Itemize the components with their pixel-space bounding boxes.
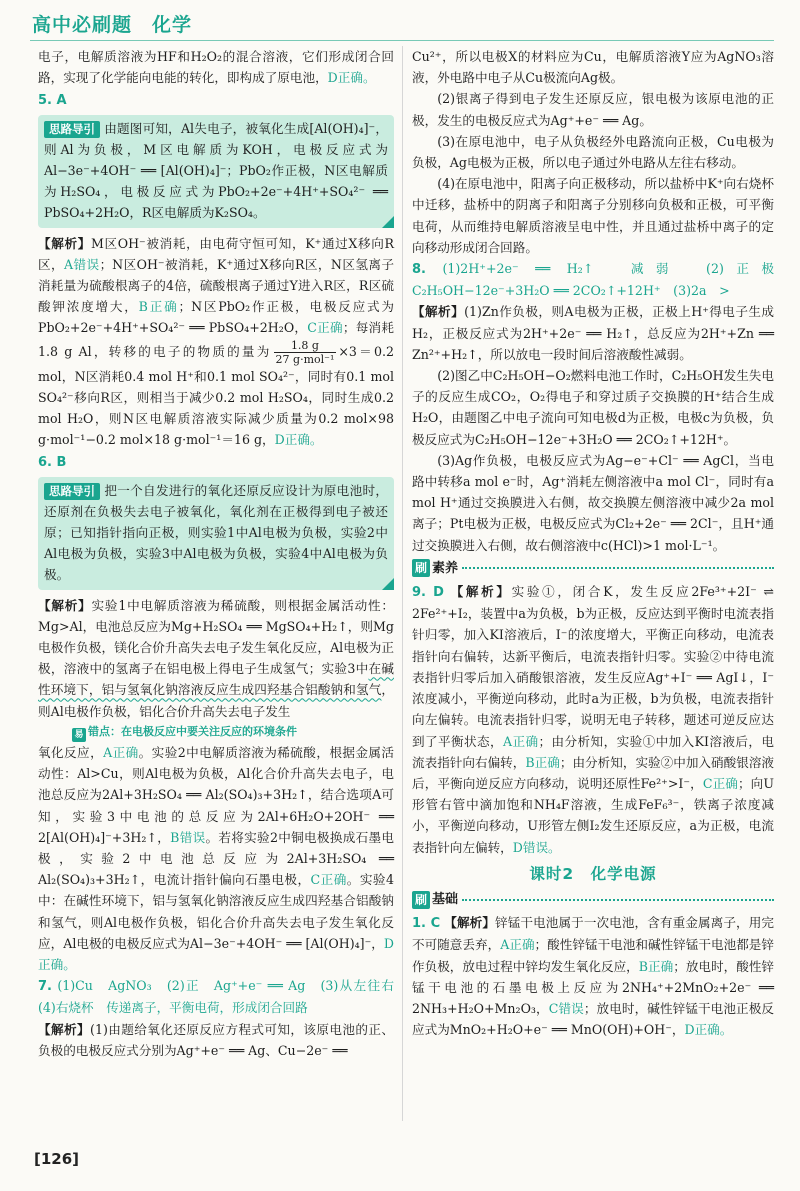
- error-badge-icon: 易: [72, 728, 86, 742]
- paragraph: (2)银离子得到电子发生还原反应，银电极为该原电池的正极，发生的电极反应式为Ag⁺+e⁻ ══ Ag。: [412, 91, 774, 128]
- page-header: [0, 0, 800, 46]
- brush-icon: 刷: [412, 559, 430, 577]
- right-column: [412, 46, 787, 1040]
- paragraph: (3)Ag作负极，电极反应式为Ag−e⁻+Cl⁻ ══ AgCl，当电路中转移a mol e⁻时，Ag⁺消耗左侧溶液中a mol Cl⁻，同时有a mol H⁺通过交换膜进入右侧，故交换膜左侧溶液中减少2a mol离子；Pt电极为正极，电极反应式为Cl₂+2e⁻ ══ 2Cl⁻，且H⁺通过交换膜进入右侧，故右侧溶液中c(HCl)>1 mol·L⁻¹。: [412, 452, 774, 553]
- section-header: [412, 889, 774, 910]
- corner-decoration: [382, 578, 394, 590]
- page-number: [126]: [34, 1150, 80, 1168]
- column-divider: [402, 46, 403, 1121]
- left-column: [38, 46, 407, 1061]
- dotted-divider: [462, 899, 774, 901]
- hint-text: 把一个自发进行的氧化还原反应设计为原电池时，还原剂在负极失去电子被氧化，氧化剂在正极得到电子被还原；已知指针指向正极，则实验1中Al电极为负极，实验2中Al电极为负极，实验3中Al电极为负极，实验4中Al电极为负极。: [44, 482, 388, 583]
- analysis-paragraph: 【解析】(1)由题给氧化还原反应方程式可知，该原电池的正、负极的电极反应式分别为Ag⁺+e⁻ ══ Ag、Cu−2e⁻ ══: [38, 1021, 395, 1058]
- paragraph: Cu²⁺，所以电极X的材料应为Cu，电解质溶液Y应为AgNO₃溶液，外电路中电子从Cu极流向Ag极。: [412, 49, 774, 86]
- error-note: 易 错点：在电极反应中要关注反应的环境条件: [38, 722, 394, 742]
- fraction: $\frac{1.8 g}{\text{27 g·mol⁻¹}}$: [275, 338, 335, 366]
- header-divider: [30, 40, 774, 41]
- analysis-paragraph: 1. C 【解析】锌锰干电池属于一次电池，含有重金属离子，用完不可随意丢弃，A正确；酸性锌锰干电池和碱性锌锰干电池都是锌作负极，放电过程中锌均发生氧化反应，B正确；放电时，酸性锌锰干电池的石墨电极上反应为2NH₄⁺+2MnO₂+2e⁻ ══ 2NH₃+H₂O+Mn₂O₃，C错误；放电时，碱性锌锰干电池正极反应式为MnO₂+H₂O+e⁻ ══ MnO(OH)+OH⁻，D正确。: [412, 915, 775, 1038]
- hint-label: 思路导引: [44, 121, 100, 138]
- question-answer: 8. (1)2H⁺+2e⁻ ══ H₂↑ 减弱 (2)正极 C₂H₅OH−12e⁻+3H₂O ══ 2CO₂↑+12H⁺ (3)2a >: [412, 261, 787, 299]
- analysis-paragraph: 氧化反应，A正确。实验2中电解质溶液为稀硫酸，根据金属活动性：Al>Cu，则Al电极为负极，Al化合价升高失去电子，电池总反应为2Al+3H₂SO₄ ══ Al₂(SO₄)₃+3H₂↑，结合选项A可知，实验3中电池的总反应为2Al+6H₂O+2OH⁻ ══ 2[Al(OH)₄]⁻+3H₂↑，B错误。若将实验2中铜电极换成石墨电极，实验2中电池总反应为2Al+3H₂SO₄ ══ Al₂(SO₄)₃+3H₂↑，电流计指针偏向石墨电极，C正确。实验4中：在碱性环境下，铝与氢氧化钠溶液反应生成四羟基合铝酸钠和氢气，则Al电极作负极，铝化合价升高失去电子发生氧化反应，Al电极的电极反应式为Al−3e⁻+4OH⁻ ══ [Al(OH)₄]⁻，D正确。: [38, 744, 394, 972]
- section-title: 素养: [432, 560, 459, 576]
- section-header: [412, 558, 774, 579]
- hint-label: 思路导引: [44, 483, 100, 500]
- paragraph: 电子，电解质溶液为HF和H₂O₂的混合溶液，它们形成闭合回路，实现了化学能向电能的转化，即构成了原电池，D正确。: [38, 49, 394, 86]
- question-number: 6. B: [38, 455, 67, 471]
- section-title: 基础: [432, 891, 459, 907]
- paragraph: (4)在原电池中，阳离子向正极移动，所以盐桥中K⁺向右烧杯中迁移，盐桥中的阴离子和阳离子分别移向负极和正极，可平衡电荷，从而维持电解质溶液呈电中性，并且通过盐桥中离子的定向移动形成闭合回路。: [412, 176, 774, 255]
- lesson-title: 课时2 化学电源: [529, 864, 657, 883]
- hint-box: [38, 115, 394, 228]
- analysis-paragraph: 【解析】实验1中电解质溶液为稀硫酸，则根据金属活动性：Mg>Al，电池总反应为Mg+H₂SO₄ ══ MgSO₄+H₂↑，则Mg电极作负极，镁化合价升高失去电子发生氧化反应，Al电极为正极，溶液中的氢离子在铝电极上得电子生成氢气；实验3中在碱性环境下，铝与氢氧化钠溶液反应生成四羟基合铝酸钠和氢气，则Al电极作负极，铝化合价升高失去电子发生: [38, 597, 395, 719]
- hint-box: [38, 477, 394, 590]
- wavy-underline-text: 在碱性环境下，铝与氢氧化钠溶液反应生成四羟基合铝酸钠和氢气: [38, 661, 394, 698]
- book-title: 高中必刷题 化学: [32, 14, 193, 36]
- analysis-paragraph: 【解析】(1)Zn作负极，则A电极为正极，正极上H⁺得电子生成H₂，正极反应式为2H⁺+2e⁻ ══ H₂↑，总反应为2H⁺+Zn ══ Zn²⁺+H₂↑，所以放电一段时间后溶液酸性减弱。: [412, 304, 774, 362]
- question-answer: 7. (1)Cu AgNO₃ (2)正 Ag⁺+e⁻ ══ Ag (3)从左往右 (4)右烧杯 传递离子，平衡电荷，形成闭合回路: [38, 978, 407, 1016]
- paragraph: (2)图乙中C₂H₅OH−O₂燃料电池工作时，C₂H₅OH发生失电子的反应生成CO₂，O₂得电子和穿过质子交换膜的H⁺结合生成H₂O，由题图乙中电子流向可知电极d为正极，电极c为负极，负极反应式为C₂H₅OH−12e⁻+3H₂O ══ 2CO₂↑+12H⁺。: [412, 368, 774, 447]
- question-number: 5. A: [38, 93, 67, 109]
- analysis-paragraph: 【解析】M区OH⁻被消耗，由电荷守恒可知，K⁺通过X移向R区，A错误；N区OH⁻被消耗，K⁺通过X移向R区，N区氢离子消耗量为硫酸根离子的4倍，硫酸根离子通过Y进入R区，R区硫酸钾浓度增大，B正确；N区PbO₂作正极，电极反应式为PbO₂+2e⁻+4H⁺+SO₄²⁻ ══ PbSO₄+2H₂O，C正确；每消耗1.8 g Al，转移的电子的物质的量为 $\frac{1.8 g}{\text{27 g·mol⁻¹}}$ ×3＝0.2 mol，N区消耗0.4 mol H⁺和0.1 mol SO₄²⁻，同时有0.1 mol SO₄²⁻移向R区，则相当于减少0.2 mol H₂SO₄，同时生成0.2 mol H₂O，则N区电解质溶液实际减少质量为0.2 mol×98 g·mol⁻¹−0.2 mol×18 g·mol⁻¹＝16 g，D正确。: [38, 235, 395, 448]
- paragraph: (3)在原电池中，电子从负极经外电路流向正极，Cu电极为负极，Ag电极为正极，所以电子通过外电路从左往右移动。: [412, 133, 774, 171]
- hint-text: 由题图可知，Al失电子，被氧化生成[Al(OH)₄]⁻，则Al为负极，M区电解质为KOH，电极反应式为Al−3e⁻+4OH⁻ ══ [Al(OH)₄]⁻；PbO₂作正极，N区电解质为H₂SO₄，电极反应式为PbO₂+2e⁻+4H⁺+SO₄²⁻ ══ PbSO₄+2H₂O，R区电解质为K₂SO₄。: [44, 120, 388, 221]
- analysis-paragraph: 9. D 【解析】实验①，闭合K，发生反应2Fe³⁺+2I⁻ ⇌ 2Fe²⁺+I₂，装置中a为负极，b为正极，反应达到平衡时电流表指针归零，加入KI溶液后，I⁻的浓度增大，平衡正向移动，电流表指针向右偏转，达新平衡后，电流表指针归零。实验②中待电流表指针归零后加入硝酸银溶液，发生反应Ag⁺+I⁻ ══ AgI↓，I⁻浓度减小，平衡逆向移动，此时a为正极，b为负极，电流表指针向左偏转。电流表指针归零，说明无电子转移，题述可逆反应达到了平衡状态，A正确；由分析知，实验①中加入KI溶液后，电流表指针向右偏转，B正确；由分析知，实验②中加入硝酸银溶液后，平衡向逆反应方向移动，说明还原性Fe²⁺>I⁻，C正确；向U形管右管中滴加饱和NH₄F溶液，生成FeF₆³⁻，铁离子浓度减小，平衡逆向移动，U形管左侧I₂发生还原反应，a为正极，电流表指针向左偏转，D错误。: [412, 584, 775, 855]
- brush-icon: 刷: [412, 891, 430, 909]
- dotted-divider: [462, 567, 774, 569]
- corner-decoration: [382, 216, 394, 228]
